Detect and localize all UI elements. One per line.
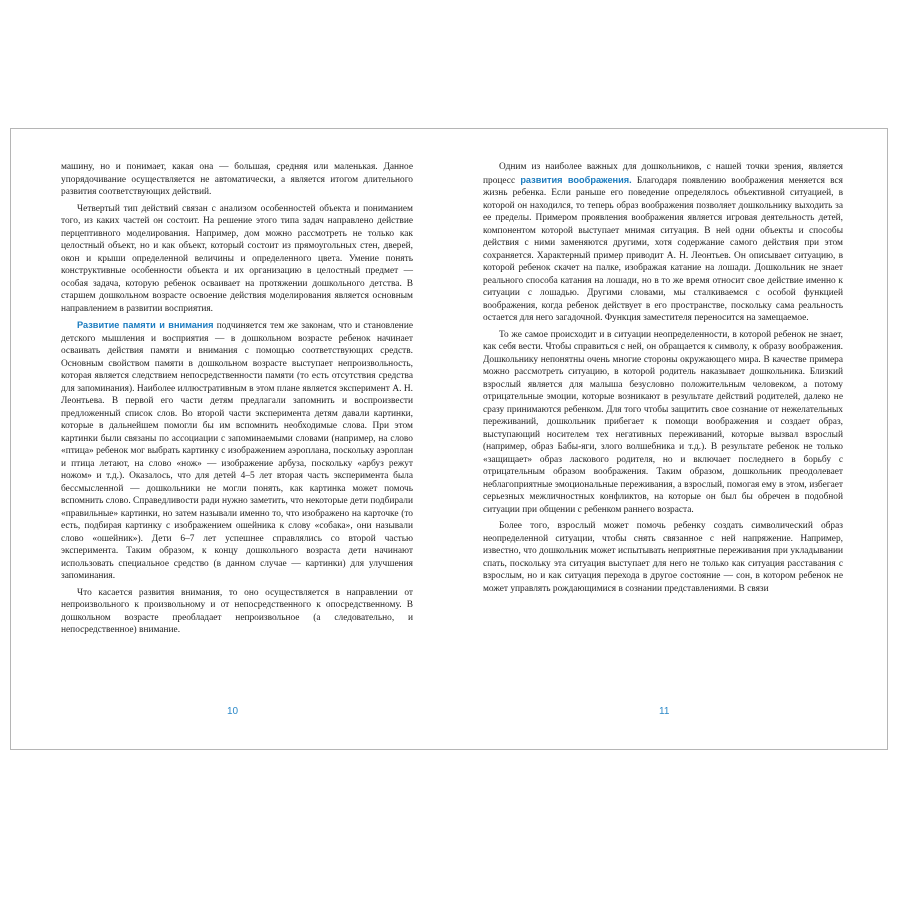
page-number-left: 10 <box>227 706 239 717</box>
left-paragraph-2: Четвертый тип действий связан с анализом особенностей объекта и пониманием того, из каких частей он состоит. На решение этого типа задач направлено действие перцептивного моделирования. Например, дом можно рассмотреть не только как целостный объект, но и как объект, который состоит из прямоугольных стен, дверей, окон и крыши определенной величины и определенного цвета. Умение понять конструктивные особенности объекта и их организацию в целостный предмет — особая задача, которую ребенок осваивает на протяжении дошкольного детства. В старшем дошкольном возрасте освоение действия моделирования является основным направлением в развитии восприятия. <box>61 203 413 314</box>
right-paragraph-1 <box>483 161 843 325</box>
left-paragraph-3-text: подчиняется тем же законам, что и становление детского мышления и восприятия — в дошкольном возрасте ребенок начинает осваивать действия памяти и внимания с помощью соответствующих средств. Основным свойством памяти в дошкольном возрасте выступает непроизвольность, которая является следствием непосредственности памяти (то есть отсутствия средства для запоминания). Наиболее иллюстративным в этом плане является эксперимент А. Н. Леонтьева. В первой его части детям предлагали запомнить и воспроизвести предложенный список слов. Во второй части эксперимента детям давали картинки, которые в дальнейшем помогли бы им вспомнить необходимые слова. При этом картинки были связаны по ассоциации с запоминаемыми словами (например, на слово «птица» ребенок мог выбрать картинку с изображением аэроплана, поскольку аэроплан и птица летают, на слово «нож» — изображение арбуза, поскольку «арбуз режут ножом» и т.д.). Оказалось, что для детей 4–5 лет вторая часть эксперимента была бессмысленной — дошкольники не могли понять, как картинка может помочь вспомнить слово. Справедливости ради нужно заметить, что некоторые дети подбирали «правильные» картинки, но затем называли именно то, что изображено на карточке (то есть, подбирая картинку с изображением ошейника к слову «собака», они называли слово «ошейник»). Дети 6–7 лет успешнее справлялись со второй частью эксперимента. Таким образом, к концу дошкольного возраста дети начинают использовать специальное средство (в данном случае — картинки) для улучшения запоминания. <box>61 321 413 581</box>
imagination-heading: развития воображения. <box>520 174 632 185</box>
right-paragraph-1-text: Благодаря появлению воображения меняется вся жизнь ребенка. Если раньше его поведение определялось объективной ситуацией, в которой он находился, то теперь образ воображения позволяет дошкольнику выходить за ее пределы. Примером проявления воображения является игровая деятельность детей, компонентом которой выступает мнимая ситуация. В ней одни объекты и способы действия с ними заменяются другими, хотя содержание самого действия при этом сохраняется. Характерный пример приводит А. Н. Леонтьев. Он описывает ситуацию, в которой ребенок скачет на палке, изображая катание на лошади. Дошкольник не знает реального способа катания на лошади, но в то же время относит свое действие именно к ситуации с лошадью. Другими словами, мы сталкиваемся с особой функцией воображения, когда ребенок действует в его пространстве, поскольку сама реальность остается для него загадочной. Функция заместителя переносится на замещаемое. <box>483 175 843 323</box>
page-number-right: 11 <box>659 706 670 717</box>
left-paragraph-1: машину, но и понимает, какая она — большая, средняя или маленькая. Данное упорядочивание осуществляется не автоматически, а является итогом длительного развития соответствующих действий. <box>61 162 413 197</box>
right-page <box>483 161 843 595</box>
left-paragraph-4: Что касается развития внимания, то оно осуществляется в направлении от непроизвольного к произвольному и от непосредственного к опосредственному. В дошкольном возрасте преобладает непроизвольное (а следовательно, и непосредственное) внимание. <box>61 587 413 635</box>
right-paragraph-2: То же самое происходит и в ситуации неопределенности, в которой ребенок не знает, как себя вести. Чтобы справиться с ней, он обращается к символу, к образу воображения. Дошкольнику непонятны очень многие стороны окружающего мира. В качестве примера можно рассмотреть ситуацию, в которой родитель наказывает дошкольника. Близкий взрослый является для малыша безусловно положительным человеком, а потому отрицательные эмоции, которые возникают в результате действий родителей, далеко не сразу принимаются ребенком. Для того чтобы защитить свое сознание от нежелательных переживаний, дошкольник прибегает к помощи воображения и создает образ, выступающий носителем тех негативных переживаний, которые вызвал взрослый (например, образ Бабы-яги, злого волшебника и т.д.). В результате ребенок не только «защищает» образ ласкового родителя, но и включает последнего в борьбу с отрицательным образом воображения. Таким образом, дошкольник преодолевает неблагоприятные эмоциональные переживания, а взрослый, помогая ему в этом, избегает серьезных межличностных конфликтов, на которые он был бы обречен в подобной ситуации при общении с ребенком раннего возраста. <box>483 329 843 515</box>
memory-attention-heading: Развитие памяти и внимания <box>77 320 214 330</box>
right-paragraph-1-start: Одним из наиболее важных для дошкольников, с нашей точки зрения, является процесс <box>483 162 843 186</box>
book-spread <box>10 128 888 750</box>
left-paragraph-3 <box>61 319 413 583</box>
right-paragraph-3: Более того, взрослый может помочь ребенку создать символический образ неопределенной ситуации, чтобы снять связанное с ней напряжение. Например, известно, что дошкольник может испытывать неприятные переживания при укладывании спать, поскольку эта ситуация выступает для него не только как ситуация расставания с взрослым, но и как ситуация перехода в другое состояние — сон, в котором ребенок не может управлять рождающимися в сознании представлениями. В связи <box>483 521 843 594</box>
left-page <box>61 161 413 637</box>
